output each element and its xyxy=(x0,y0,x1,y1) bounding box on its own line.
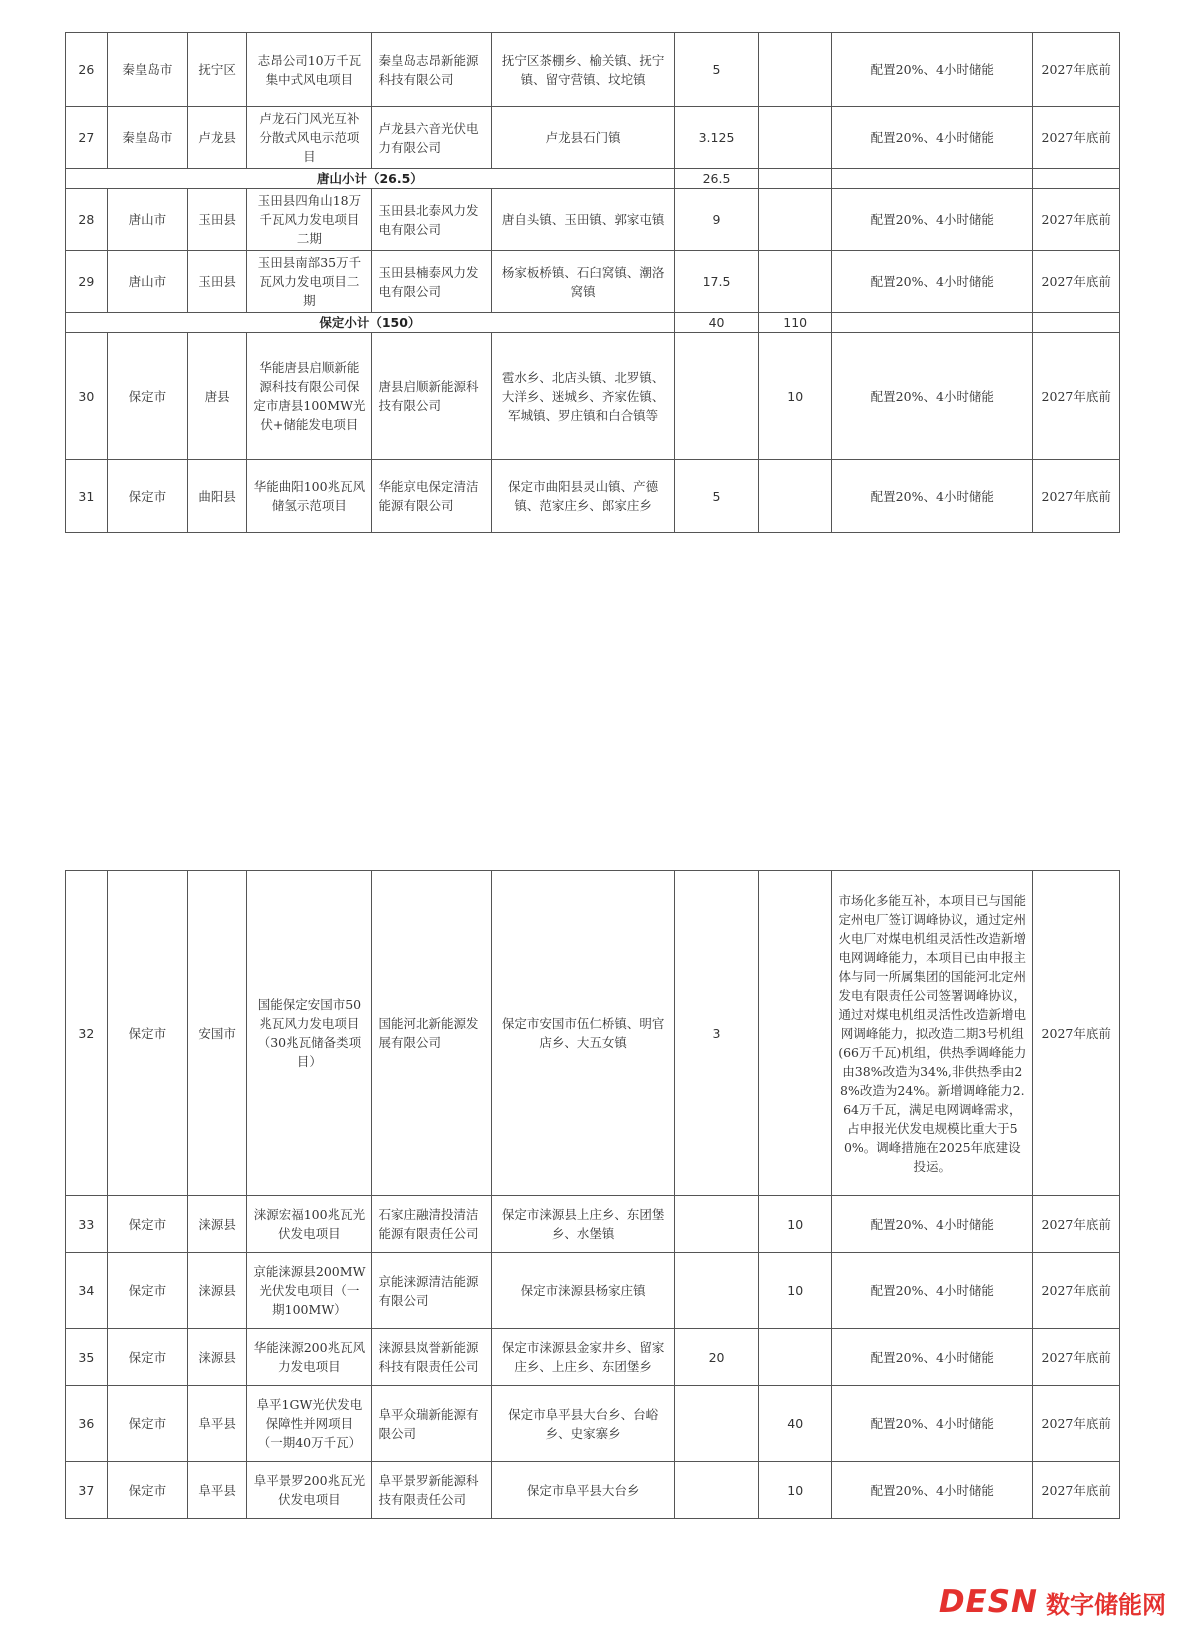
county-cell: 唐县 xyxy=(187,333,246,460)
storage-requirement-cell: 配置20%、4小时储能 xyxy=(832,189,1033,251)
wind-capacity-cell: 20 xyxy=(674,1329,758,1386)
location-cell: 唐自头镇、玉田镇、郭家屯镇 xyxy=(492,189,674,251)
wind-capacity-cell: 3 xyxy=(674,871,758,1196)
logo-chinese: 数字储能网 xyxy=(1046,1590,1166,1619)
location-cell: 抚宁区茶棚乡、榆关镇、抚宁镇、留守营镇、坟坨镇 xyxy=(492,33,674,107)
table-row xyxy=(66,871,1120,1196)
project-name-cell: 华能曲阳100兆瓦风储氢示范项目 xyxy=(247,460,372,533)
city-cell: 唐山市 xyxy=(107,189,187,251)
row-number-cell: 27 xyxy=(66,107,108,169)
table-row xyxy=(66,1386,1120,1462)
city-cell: 保定市 xyxy=(107,871,187,1196)
table-row xyxy=(66,1253,1120,1329)
city-cell: 保定市 xyxy=(107,460,187,533)
deadline-cell: 2027年底前 xyxy=(1033,189,1120,251)
project-name-cell: 阜平景罗200兆瓦光伏发电项目 xyxy=(247,1462,372,1519)
storage-requirement-cell: 配置20%、4小时储能 xyxy=(832,1196,1033,1253)
location-cell: 保定市涞源县上庄乡、东团堡乡、水堡镇 xyxy=(492,1196,674,1253)
project-name-cell: 京能涞源县200MW光伏发电项目（一期100MW） xyxy=(247,1253,372,1329)
company-cell: 玉田县楠泰风力发电有限公司 xyxy=(372,251,492,313)
location-cell: 保定市安国市伍仁桥镇、明官店乡、大五女镇 xyxy=(492,871,674,1196)
company-cell: 华能京电保定清洁能源有限公司 xyxy=(372,460,492,533)
table-row xyxy=(66,33,1120,107)
deadline-cell: 2027年底前 xyxy=(1033,1329,1120,1386)
company-cell: 阜平景罗新能源科技有限责任公司 xyxy=(372,1462,492,1519)
storage-requirement-cell: 配置20%、4小时储能 xyxy=(832,1462,1033,1519)
project-name-cell: 涞源宏福100兆瓦光伏发电项目 xyxy=(247,1196,372,1253)
wind-capacity-cell: 9 xyxy=(674,189,758,251)
table-row xyxy=(66,1196,1120,1253)
deadline-cell: 2027年底前 xyxy=(1033,1196,1120,1253)
deadline-cell: 2027年底前 xyxy=(1033,333,1120,460)
city-cell: 秦皇岛市 xyxy=(107,107,187,169)
location-cell: 雹水乡、北店头镇、北罗镇、大洋乡、迷城乡、齐家佐镇、军城镇、罗庄镇和白合镇等 xyxy=(492,333,674,460)
subtotal-label: 唐山小计（26.5） xyxy=(66,169,675,189)
subtotal-wind-cell: 26.5 xyxy=(674,169,758,189)
project-name-cell: 玉田县南部35万千瓦风力发电项目二期 xyxy=(247,251,372,313)
county-cell: 玉田县 xyxy=(187,251,246,313)
solar-capacity-cell xyxy=(759,1329,832,1386)
location-cell: 保定市曲阳县灵山镇、产德镇、范家庄乡、郎家庄乡 xyxy=(492,460,674,533)
county-cell: 安国市 xyxy=(187,871,246,1196)
table-row xyxy=(66,107,1120,169)
deadline-cell: 2027年底前 xyxy=(1033,1462,1120,1519)
solar-capacity-cell: 40 xyxy=(759,1386,832,1462)
table-row xyxy=(66,251,1120,313)
county-cell: 阜平县 xyxy=(187,1386,246,1462)
row-number-cell: 31 xyxy=(66,460,108,533)
subtotal-solar-cell xyxy=(759,169,832,189)
row-number-cell: 32 xyxy=(66,871,108,1196)
storage-requirement-cell: 配置20%、4小时储能 xyxy=(832,460,1033,533)
deadline-cell: 2027年底前 xyxy=(1033,251,1120,313)
project-table-top xyxy=(65,32,1120,533)
location-cell: 保定市涞源县杨家庄镇 xyxy=(492,1253,674,1329)
location-cell: 杨家板桥镇、石臼窝镇、潮洛窝镇 xyxy=(492,251,674,313)
location-cell: 保定市涞源县金家井乡、留家庄乡、上庄乡、东团堡乡 xyxy=(492,1329,674,1386)
company-cell: 玉田县北泰风力发电有限公司 xyxy=(372,189,492,251)
subtotal-solar-cell: 110 xyxy=(759,313,832,333)
county-cell: 阜平县 xyxy=(187,1462,246,1519)
wind-capacity-cell: 5 xyxy=(674,460,758,533)
row-number-cell: 33 xyxy=(66,1196,108,1253)
storage-requirement-cell: 配置20%、4小时储能 xyxy=(832,107,1033,169)
table-row xyxy=(66,189,1120,251)
county-cell: 涞源县 xyxy=(187,1253,246,1329)
city-cell: 唐山市 xyxy=(107,251,187,313)
storage-requirement-cell: 配置20%、4小时储能 xyxy=(832,1253,1033,1329)
storage-requirement-cell: 配置20%、4小时储能 xyxy=(832,333,1033,460)
project-name-cell: 志昂公司10万千瓦集中式风电项目 xyxy=(247,33,372,107)
solar-capacity-cell: 10 xyxy=(759,1253,832,1329)
solar-capacity-cell xyxy=(759,33,832,107)
deadline-cell: 2027年底前 xyxy=(1033,107,1120,169)
company-cell: 秦皇岛志昂新能源科技有限公司 xyxy=(372,33,492,107)
company-cell: 石家庄融清投清洁能源有限责任公司 xyxy=(372,1196,492,1253)
city-cell: 保定市 xyxy=(107,1329,187,1386)
project-name-cell: 阜平1GW光伏发电保障性并网项目（一期40万千瓦） xyxy=(247,1386,372,1462)
storage-requirement-cell: 配置20%、4小时储能 xyxy=(832,1386,1033,1462)
wind-capacity-cell: 5 xyxy=(674,33,758,107)
solar-capacity-cell xyxy=(759,107,832,169)
subtotal-label: 保定小计（150） xyxy=(66,313,675,333)
company-cell: 京能涞源清洁能源有限公司 xyxy=(372,1253,492,1329)
company-cell: 唐县启顺新能源科技有限公司 xyxy=(372,333,492,460)
city-cell: 保定市 xyxy=(107,1386,187,1462)
location-cell: 保定市阜平县大台乡、台峪乡、史家寨乡 xyxy=(492,1386,674,1462)
deadline-cell: 2027年底前 xyxy=(1033,460,1120,533)
county-cell: 曲阳县 xyxy=(187,460,246,533)
solar-capacity-cell xyxy=(759,460,832,533)
location-cell: 卢龙县石门镇 xyxy=(492,107,674,169)
location-cell: 保定市阜平县大台乡 xyxy=(492,1462,674,1519)
storage-requirement-cell: 配置20%、4小时储能 xyxy=(832,33,1033,107)
solar-capacity-cell xyxy=(759,251,832,313)
storage-requirement-cell: 配置20%、4小时储能 xyxy=(832,251,1033,313)
wind-capacity-cell xyxy=(674,1196,758,1253)
county-cell: 卢龙县 xyxy=(187,107,246,169)
row-number-cell: 26 xyxy=(66,33,108,107)
subtotal-row xyxy=(66,313,1120,333)
project-name-cell: 华能涞源200兆瓦风力发电项目 xyxy=(247,1329,372,1386)
city-cell: 秦皇岛市 xyxy=(107,33,187,107)
project-name-cell: 华能唐县启顺新能源科技有限公司保定市唐县100MW光伏+储能发电项目 xyxy=(247,333,372,460)
row-number-cell: 36 xyxy=(66,1386,108,1462)
empty-cell xyxy=(1033,313,1120,333)
logo-latin: DESN xyxy=(938,1584,1038,1620)
table-row xyxy=(66,1329,1120,1386)
county-cell: 涞源县 xyxy=(187,1196,246,1253)
wind-capacity-cell xyxy=(674,333,758,460)
project-table-bottom xyxy=(65,870,1120,1519)
desn-watermark-logo xyxy=(939,1584,1166,1620)
wind-capacity-cell xyxy=(674,1386,758,1462)
wind-capacity-cell xyxy=(674,1462,758,1519)
deadline-cell: 2027年底前 xyxy=(1033,33,1120,107)
empty-cell xyxy=(832,169,1033,189)
project-name-cell: 国能保定安国市50兆瓦风力发电项目（30兆瓦储备类项目） xyxy=(247,871,372,1196)
table-row xyxy=(66,1462,1120,1519)
company-cell: 国能河北新能源发展有限公司 xyxy=(372,871,492,1196)
row-number-cell: 35 xyxy=(66,1329,108,1386)
project-name-cell: 卢龙石门风光互补分散式风电示范项目 xyxy=(247,107,372,169)
storage-requirement-cell: 配置20%、4小时储能 xyxy=(832,1329,1033,1386)
project-name-cell: 玉田县四角山18万千瓦风力发电项目二期 xyxy=(247,189,372,251)
company-cell: 涞源县岚誉新能源科技有限责任公司 xyxy=(372,1329,492,1386)
county-cell: 涞源县 xyxy=(187,1329,246,1386)
solar-capacity-cell xyxy=(759,189,832,251)
wind-capacity-cell: 3.125 xyxy=(674,107,758,169)
subtotal-wind-cell: 40 xyxy=(674,313,758,333)
table-row xyxy=(66,333,1120,460)
solar-capacity-cell: 10 xyxy=(759,1196,832,1253)
company-cell: 卢龙县六音光伏电力有限公司 xyxy=(372,107,492,169)
wind-capacity-cell: 17.5 xyxy=(674,251,758,313)
wind-capacity-cell xyxy=(674,1253,758,1329)
solar-capacity-cell: 10 xyxy=(759,333,832,460)
empty-cell xyxy=(832,313,1033,333)
solar-capacity-cell xyxy=(759,871,832,1196)
empty-cell xyxy=(1033,169,1120,189)
city-cell: 保定市 xyxy=(107,1196,187,1253)
county-cell: 抚宁区 xyxy=(187,33,246,107)
solar-capacity-cell: 10 xyxy=(759,1462,832,1519)
company-cell: 阜平众瑞新能源有限公司 xyxy=(372,1386,492,1462)
storage-requirement-cell: 市场化多能互补，本项目已与国能定州电厂签订调峰协议，通过定州火电厂对煤电机组灵活性改造新增电网调峰能力，本项目已由申报主体与同一所属集团的国能河北定州发电有限责任公司签署调峰协议，通过对煤电机组灵活性改造新增电网调峰能力，拟改造二期3号机组(66万千瓦)机组，供热季调峰能力由38%改造为34%,非供热季由28%改造为24%。新增调峰能力2.64万千瓦，满足电网调峰需求，占申报光伏发电规模比重大于50%。调峰措施在2025年底建设投运。 xyxy=(832,871,1033,1196)
city-cell: 保定市 xyxy=(107,1253,187,1329)
row-number-cell: 30 xyxy=(66,333,108,460)
city-cell: 保定市 xyxy=(107,1462,187,1519)
deadline-cell: 2027年底前 xyxy=(1033,871,1120,1196)
city-cell: 保定市 xyxy=(107,333,187,460)
row-number-cell: 29 xyxy=(66,251,108,313)
deadline-cell: 2027年底前 xyxy=(1033,1386,1120,1462)
row-number-cell: 28 xyxy=(66,189,108,251)
row-number-cell: 34 xyxy=(66,1253,108,1329)
subtotal-row xyxy=(66,169,1120,189)
county-cell: 玉田县 xyxy=(187,189,246,251)
deadline-cell: 2027年底前 xyxy=(1033,1253,1120,1329)
table-row xyxy=(66,460,1120,533)
row-number-cell: 37 xyxy=(66,1462,108,1519)
